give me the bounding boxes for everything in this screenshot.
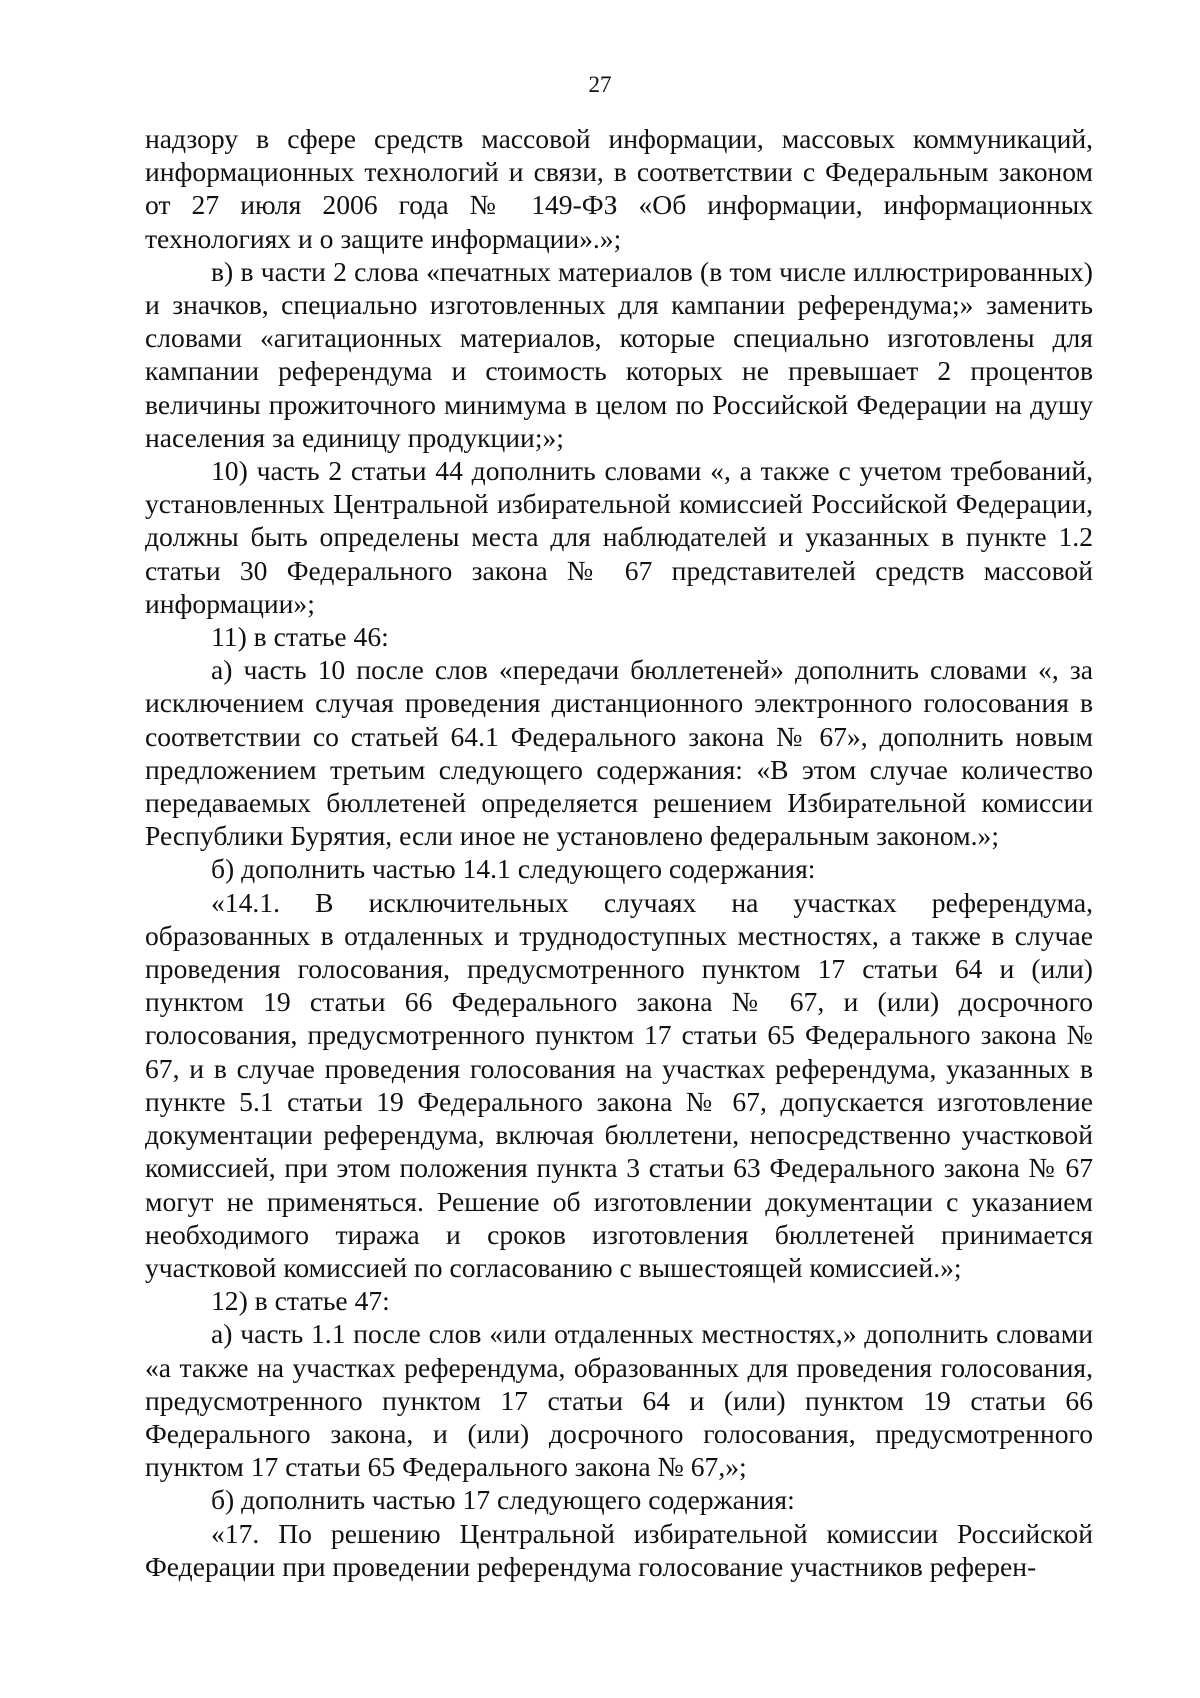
paragraph-1: надзору в сфере средств массовой информации, массовых коммуникаций, информационных технологий и связи, в соответствии с Федеральным законом от 27 июля 2006 года № 149-ФЗ «Об информации, информационных технологиях и о защите информации».»; (145, 123, 1093, 254)
paragraph-10: б) дополнить частью 17 следующего содержания: (211, 1484, 795, 1516)
paragraph-7: «14.1. В исключительных случаях на участках референдума, образованных в отдаленных и труднодоступных местностях, а также в случае проведения голосования, предусмотренного пунктом 17 статьи 64 и (или) пунктом 19 статьи 66 Федерального закона № 67, и (или) досрочного голосования, предусмотренного пунктом 17 статьи 65 Федерального закона № 67, и в случае проведения голосования на участках референдума, указанных в пункте 5.1 статьи 19 Федерального закона № 67, допускается изготовление документации референдума, включая бюллетени, непосредственно участковой комиссией, при этом положения пункта 3 статьи 63 Федерального закона № 67 могут не применяться. Решение об изготовлении документации с указанием необходимого тиража и сроков изготовления бюллетеней принимается участковой комиссией по согласованию с вышестоящей комиссией.»; (145, 886, 1093, 1283)
paragraph-3: 10) часть 2 статьи 44 дополнить словами «, а также с учетом требований, установленных Центральной избирательной комиссией Российской Федерации, должны быть определены места для наблюдателей и указанных в пункте 1.2 статьи 30 Федерального закона № 67 представителей средств массовой информации»; (145, 455, 1093, 619)
paragraph-9: а) часть 1.1 после слов «или отдаленных местностях,» дополнить словами «а также на участках референдума, образованных для проведения голосования, предусмотренного пунктом 17 статьи 64 и (или) пунктом 19 статьи 66 Федерального закона, и (или) досрочного голосования, предусмотренного пунктом 17 статьи 65 Федерального закона № 67,»; (145, 1318, 1093, 1483)
document-body (145, 122, 1093, 1583)
paragraph-11: «17. По решению Центральной избирательной комиссии Российской Федерации при проведении референдума голосование участников референ- (145, 1517, 1093, 1582)
paragraph-4: 11) в статье 46: (211, 621, 389, 653)
paragraph-6: б) дополнить частью 14.1 следующего содержания: (211, 853, 816, 885)
paragraph-2: в) в части 2 слова «печатных материалов (в том числе иллюстрированных) и значков, специально изготовленных для кампании референдума;» заменить словами «агитационных материалов, которые специально изготовлены для кампании референдума и стоимость которых не превышает 2 процентов величины прожиточного минимума в целом по Российской Федерации на душу населения за единицу продукции;»; (145, 255, 1093, 453)
paragraph-5: а) часть 10 после слов «передачи бюллетеней» дополнить словами «, за исключением случая проведения дистанционного электронного голосования в соответствии со статьей 64.1 Федерального закона № 67», дополнить новым предложением третьим следующего содержания: «В этом случае количество передаваемых бюллетеней определяется решением Избирательной комиссии Республики Бурятия, если иное не установлено федеральным законом.»; (145, 654, 1093, 852)
page-number: 27 (588, 72, 612, 97)
paragraph-8: 12) в статье 47: (211, 1285, 390, 1317)
